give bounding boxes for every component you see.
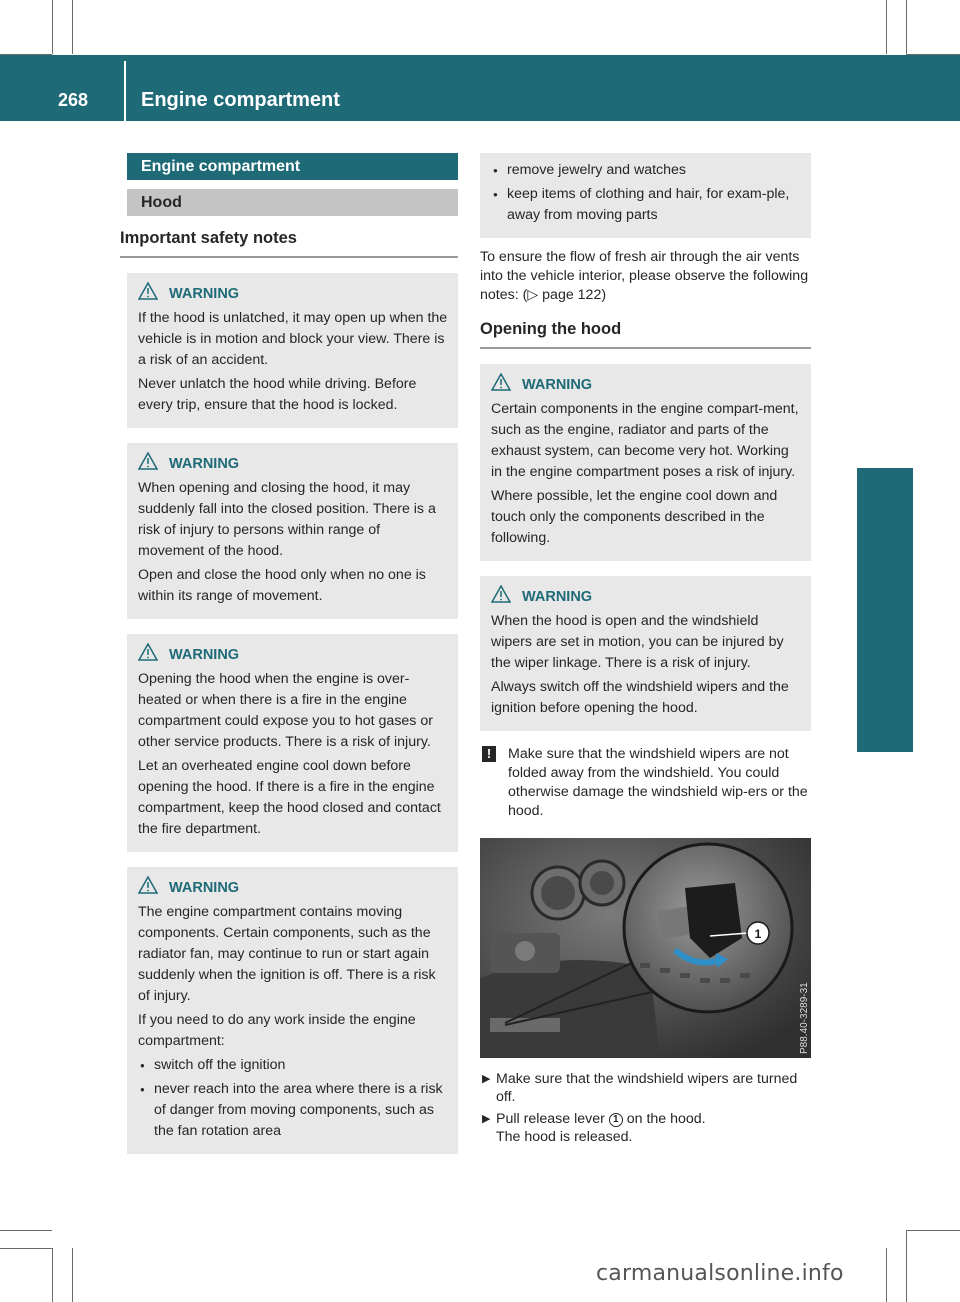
warning-box bbox=[127, 634, 458, 852]
warning-text: Opening the hood when the engine is over-heated or when there is a fire in the engine compartment could expose you to hot gases or other service products. There is a risk of injury. bbox=[138, 671, 433, 750]
photo-callout: 1 bbox=[754, 927, 762, 941]
warning-box-continued bbox=[480, 153, 811, 238]
step-text: on the hood. bbox=[622, 1111, 706, 1127]
heading-safety-notes: Important safety notes bbox=[120, 216, 458, 258]
crop-mark bbox=[72, 0, 73, 54]
right-column bbox=[480, 153, 811, 1146]
warning-box bbox=[480, 576, 811, 731]
instruction-step bbox=[480, 1110, 811, 1146]
instruction-step bbox=[480, 1070, 811, 1106]
left-column bbox=[120, 153, 458, 1154]
warning-triangle-icon bbox=[138, 876, 164, 900]
warning-text: Never unlatch the hood while driving. Before every trip, ensure that the hood is locked. bbox=[138, 376, 417, 413]
crop-mark bbox=[886, 0, 887, 54]
step-text: Pull release lever bbox=[496, 1111, 609, 1127]
warning-text: If the hood is unlatched, it may open up when the vehicle is in motion and block your view. There is a risk of an accident. bbox=[138, 310, 448, 368]
step-text: Make sure that the windshield wipers are turned off. bbox=[496, 1071, 798, 1105]
crop-mark bbox=[72, 1248, 73, 1302]
warning-box bbox=[127, 443, 458, 619]
page-title: Engine compartment bbox=[141, 89, 340, 111]
crop-mark bbox=[906, 1230, 960, 1231]
hood-release-photo bbox=[480, 838, 811, 1058]
warning-text: Let an overheated engine cool down before opening the hood. If there is a fire in the engine compartment, keep the hood closed and contact the fire department. bbox=[138, 758, 441, 837]
heading-opening-hood: Opening the hood bbox=[480, 305, 811, 349]
step-result: The hood is released. bbox=[496, 1129, 633, 1145]
warning-bullet-list bbox=[138, 1055, 448, 1142]
watermark: carmanualsonline.info bbox=[596, 1261, 844, 1286]
crop-mark bbox=[886, 1248, 887, 1302]
subsection-title: Hood bbox=[127, 189, 458, 216]
arrow-right-icon: ▶ bbox=[482, 1113, 491, 1125]
warning-label: WARNING bbox=[522, 377, 593, 393]
list-item: ● keep items of clothing and hair, for exam-ple, away from moving parts bbox=[491, 184, 801, 226]
warning-text: Always switch off the windshield wipers and the ignition before opening the hood. bbox=[491, 679, 789, 716]
list-item: ● never reach into the area where there is a risk of danger from moving components, such as the fan rotation area bbox=[138, 1079, 448, 1142]
warning-header bbox=[138, 644, 448, 666]
chapter-side-label: Maintenance and care bbox=[872, 522, 897, 752]
page-number: 268 bbox=[58, 90, 89, 110]
header-divider bbox=[124, 61, 126, 121]
caution-note-text: Make sure that the windshield wipers are not folded away from the windshield. You could otherwise damage the windshield wip-ers or the hood. bbox=[508, 746, 808, 819]
warning-header bbox=[138, 283, 448, 305]
crop-mark bbox=[0, 1248, 52, 1249]
section-title: Engine compartment bbox=[127, 153, 458, 180]
warning-label: WARNING bbox=[522, 589, 593, 605]
arrow-right-icon: ▶ bbox=[482, 1073, 491, 1085]
warning-text: When the hood is open and the windshield wipers are set in motion, you can be injured by the wiper linkage. There is a risk of injury. bbox=[491, 613, 784, 671]
warning-text: The engine compartment contains moving components. Certain components, such as the radiator fan, may continue to run or start again suddenly when the ignition is off. There is a risk of injury. bbox=[138, 904, 436, 1004]
crop-mark bbox=[906, 1230, 907, 1302]
list-item: ● switch off the ignition bbox=[138, 1055, 448, 1076]
warning-text: Where possible, let the engine cool down and touch only the components described in the following. bbox=[491, 488, 778, 546]
warning-triangle-icon bbox=[138, 452, 164, 476]
air-vent-note: To ensure the flow of fresh air through the air vents into the vehicle interior, please observe the following notes: (▷ page 122) bbox=[480, 249, 809, 303]
list-item: ● remove jewelry and watches bbox=[491, 160, 801, 181]
warning-bullet-list bbox=[491, 160, 801, 226]
warning-header bbox=[491, 586, 801, 608]
caution-note bbox=[480, 745, 811, 821]
photo-code: P88.40-3289-31 bbox=[799, 982, 810, 1054]
crop-mark bbox=[52, 0, 53, 54]
chapter-side-label-wrap bbox=[860, 522, 910, 1036]
warning-label: WARNING bbox=[169, 456, 240, 472]
crop-mark bbox=[0, 1230, 52, 1231]
exclamation-icon: ! bbox=[482, 746, 496, 762]
crop-mark bbox=[52, 1248, 53, 1302]
crop-mark bbox=[906, 0, 907, 54]
warning-text: If you need to do any work inside the engine compartment: bbox=[138, 1012, 416, 1049]
warning-triangle-icon bbox=[491, 585, 517, 609]
warning-triangle-icon bbox=[138, 282, 164, 306]
warning-header bbox=[138, 453, 448, 475]
warning-box bbox=[480, 364, 811, 561]
warning-header bbox=[138, 877, 448, 899]
warning-label: WARNING bbox=[169, 286, 240, 302]
warning-header bbox=[491, 374, 801, 396]
warning-text: Open and close the hood only when no one is within its range of movement. bbox=[138, 567, 426, 604]
warning-label: WARNING bbox=[169, 880, 240, 896]
warning-box bbox=[127, 867, 458, 1154]
warning-triangle-icon bbox=[491, 373, 517, 397]
instruction-steps bbox=[480, 1070, 811, 1146]
warning-text: Certain components in the engine compart-ment, such as the engine, radiator and parts of the exhaust system, can become very hot. Working in the engine compartment poses a risk of injury. bbox=[491, 401, 799, 480]
warning-box bbox=[127, 273, 458, 428]
warning-text: When opening and closing the hood, it may suddenly fall into the closed position. There is a risk of injury to persons within range of movement of the hood. bbox=[138, 480, 436, 559]
warning-triangle-icon bbox=[138, 643, 164, 667]
callout-number-icon: 1 bbox=[609, 1113, 623, 1127]
warning-label: WARNING bbox=[169, 647, 240, 663]
